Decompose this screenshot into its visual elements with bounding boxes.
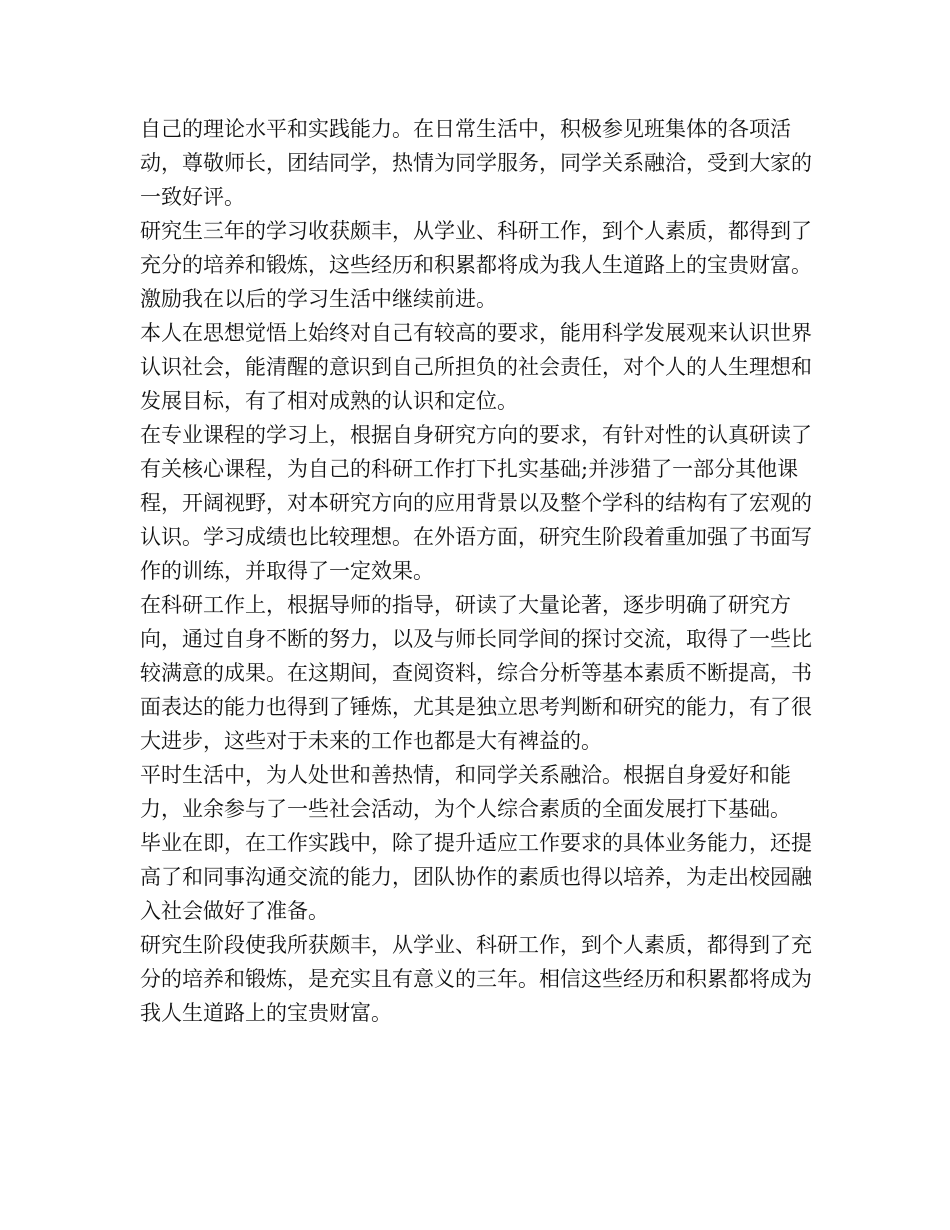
paragraph-7: 毕业在即，在工作实践中，除了提升适应工作要求的具体业务能力，还提高了和同事沟通交流的能力，团队协作的素质也得以培养，为走出校园融入社会做好了准备。 — [140, 831, 812, 923]
paragraph-4: 在专业课程的学习上，根据自身研究方向的要求，有针对性的认真研读了有关核心课程，为自己的科研工作打下扎实基础;并涉猎了一部分其他课程，开阔视野，对本研究方向的应用背景以及整个学科的结构有了宏观的认识。学习成绩也比较理想。在外语方面，研究生阶段着重加强了书面写作的训练，并取得了一定效果。 — [140, 423, 812, 583]
paragraph-8: 研究生阶段使我所获颇丰，从学业、科研工作，到个人素质，都得到了充分的培养和锻炼，是充实且有意义的三年。相信这些经历和积累都将成为我人生道路上的宝贵财富。 — [140, 933, 812, 1025]
paragraph-5: 在科研工作上，根据导师的指导，研读了大量论著，逐步明确了研究方向，通过自身不断的努力，以及与师长同学间的探讨交流，取得了一些比较满意的成果。在这期间，查阅资料，综合分析等基本素质不断提高，书面表达的能力也得到了锤炼，尤其是独立思考判断和研究的能力，有了很大进步，这些对于未来的工作也都是大有裨益的。 — [140, 593, 812, 753]
document-body — [140, 112, 824, 1030]
paragraph-2: 研究生三年的学习收获颇丰，从学业、科研工作，到个人素质，都得到了充分的培养和锻炼，这些经历和积累都将成为我人生道路上的宝贵财富。激励我在以后的学习生活中继续前进。 — [140, 219, 812, 311]
paragraph-6: 平时生活中，为人处世和善热情，和同学关系融洽。根据自身爱好和能力，业余参与了一些社会活动，为个人综合素质的全面发展打下基础。 — [140, 763, 791, 821]
paragraph-3: 本人在思想觉悟上始终对自己有较高的要求，能用科学发展观来认识世界认识社会，能清醒的意识到自己所担负的社会责任，对个人的人生理想和发展目标，有了相对成熟的认识和定位。 — [140, 321, 812, 413]
paragraph-1: 自己的理论水平和实践能力。在日常生活中，积极参见班集体的各项活动，尊敬师长，团结同学，热情为同学服务，同学关系融洽，受到大家的一致好评。 — [140, 117, 812, 209]
